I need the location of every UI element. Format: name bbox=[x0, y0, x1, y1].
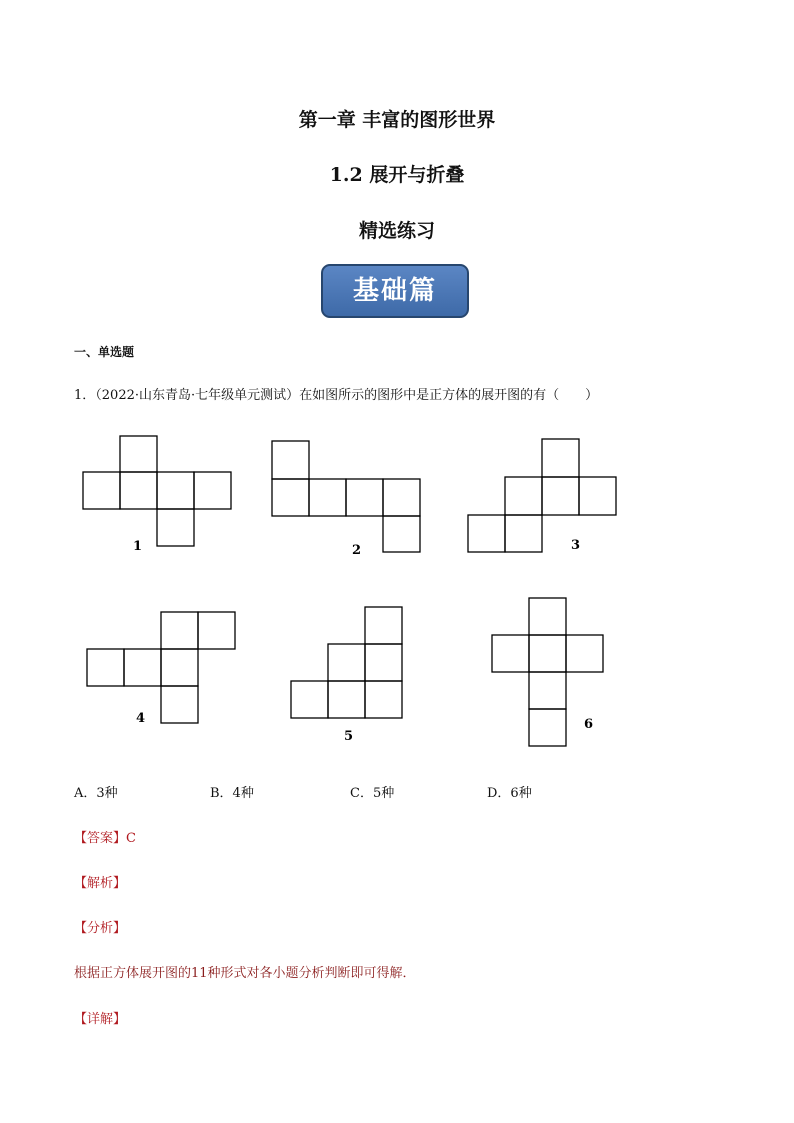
section-heading: 一、单选题 bbox=[74, 345, 135, 359]
net-1 bbox=[83, 436, 231, 546]
analysis-heading bbox=[74, 872, 126, 891]
option-c[interactable]: C．5种 bbox=[350, 786, 395, 801]
net-4 bbox=[87, 612, 235, 723]
practice-title: 精选练习 bbox=[358, 220, 435, 242]
net-label-4: 4 bbox=[136, 711, 146, 726]
answer-line bbox=[74, 827, 136, 846]
answer-value: C bbox=[126, 831, 136, 846]
net-2 bbox=[272, 441, 420, 552]
answer-label: 【答案】 bbox=[74, 831, 127, 846]
explanation-text: 根据正方体展开图的11种形式对各小题分析判断即可得解． bbox=[74, 966, 416, 981]
fenxi-heading bbox=[74, 917, 126, 936]
option-b[interactable]: B．4种 bbox=[210, 786, 254, 801]
chapter-title: 第一章 丰富的图形世界 bbox=[298, 109, 496, 131]
detail-label: 【详解】 bbox=[74, 1012, 127, 1027]
analysis-label: 【解析】 bbox=[74, 876, 127, 891]
net-5 bbox=[291, 607, 402, 718]
option-a[interactable]: A．3种 bbox=[74, 786, 118, 801]
net-label-6: 6 bbox=[584, 717, 594, 732]
net-label-5: 5 bbox=[344, 729, 354, 744]
lesson-title: 1.2 展开与折叠 bbox=[329, 164, 465, 186]
net-label-1: 1 bbox=[133, 539, 143, 554]
question-text: 1．（2022·山东青岛·七年级单元测试）在如图所示的图形中是正方体的展开图的有（ ） bbox=[74, 388, 599, 403]
net-label-3: 3 bbox=[571, 538, 581, 553]
option-d[interactable]: D．6种 bbox=[487, 786, 532, 801]
fenxi-label: 【分析】 bbox=[74, 921, 127, 936]
detail-heading bbox=[74, 1008, 126, 1027]
net-3 bbox=[468, 439, 616, 552]
level-badge: 基础篇 bbox=[321, 264, 469, 318]
net-label-2: 2 bbox=[352, 543, 362, 558]
